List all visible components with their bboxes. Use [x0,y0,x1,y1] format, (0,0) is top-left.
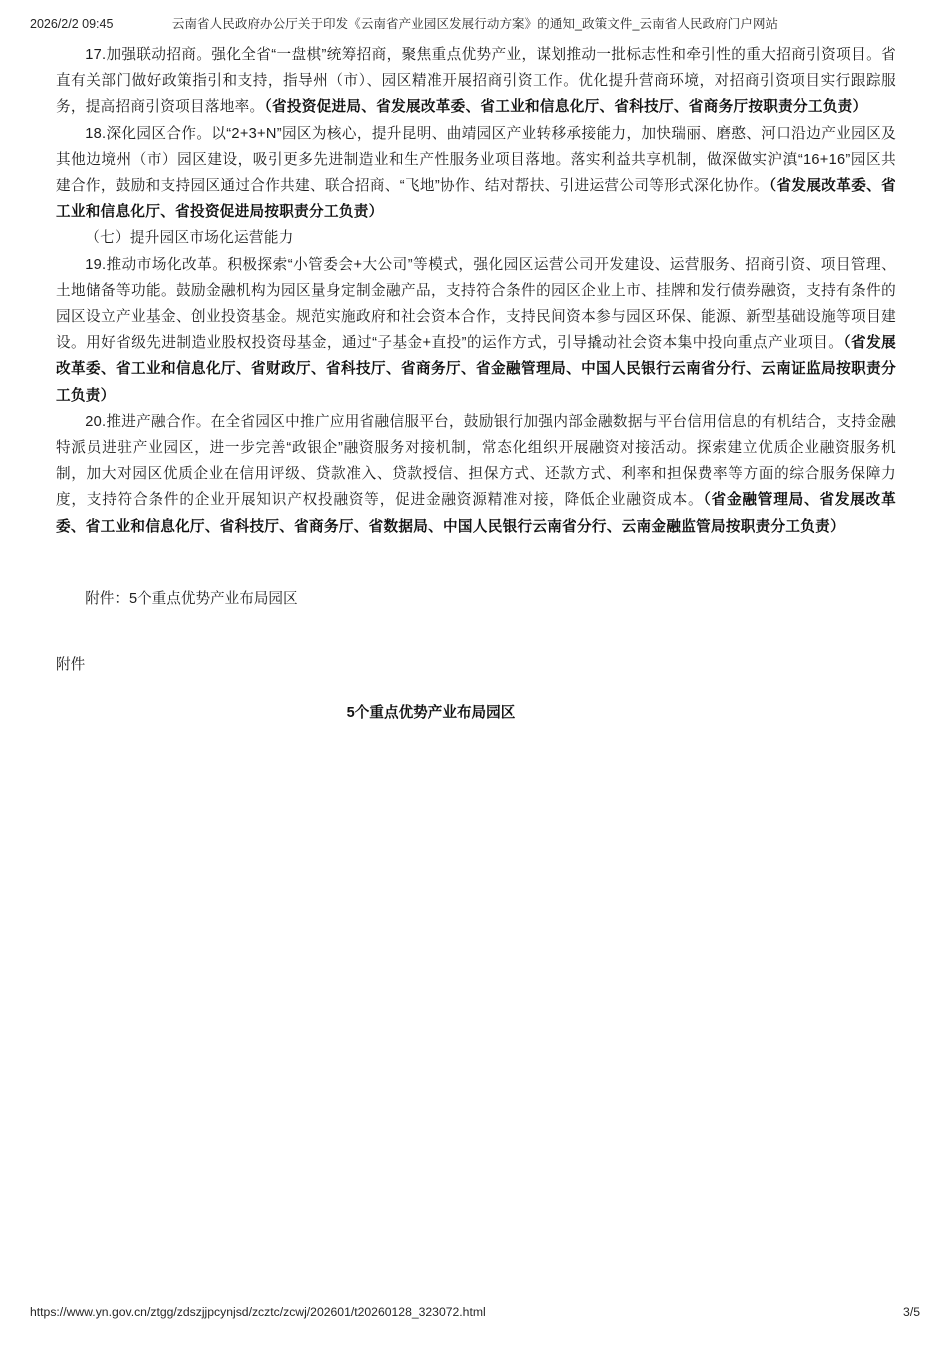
paragraph-18 [56,121,896,226]
paragraph-20-departments: （省金融管理局、省发展改革委、省工业和信息化厅、省科技厅、省商务厅、省数据局、中国人民银行云南省分行、云南金融监管局按职责分工负责） [56,492,896,535]
print-footer-url: https://www.yn.gov.cn/ztgg/zdszjjpcynjsd/zcztc/zcwj/202601/t20260128_323072.html [30,1305,486,1319]
paragraph-18-text: 18.深化园区合作。以“2+3+N”园区为核心，提升昆明、曲靖园区产业转移承接能力，加快瑞丽、磨憨、河口沿边产业园区及其他边境州（市）园区建设，吸引更多先进制造业和生产性服务业项目落地。落实利益共享机制，做深做实沪滇“16+16”园区共建合作，鼓励和支持园区通过合作共建、联合招商、“飞地”协作、结对帮扶、引进运营公司等形式深化协作。 [56,125,896,195]
spacer-before-attachment-reference [56,540,896,586]
attachment-reference: 附件：5个重点优势产业布局园区 [85,590,298,607]
paragraph-19-departments: （省发展改革委、省工业和信息化厅、省财政厅、省科技厅、省商务厅、省金融管理局、中国人民银行云南省分行、云南证监局按职责分工负责） [56,335,897,404]
paragraph-18-departments: （省发展改革委、省工业和信息化厅、省投资促进局按职责分工负责） [56,178,896,221]
paragraph-19-text: 19.推动市场化改革。积极探索“小管委会+大公司”等模式，强化园区运营公司开发建设、运营服务、招商引资、项目管理、土地储备等功能。鼓励金融机构为园区量身定制金融产品，支持符合条件的园区企业上市、挂牌和发行债券融资，支持有条件的园区设立产业基金、创业投资基金。规范实施政府和社会资本合作，支持民间资本参与园区环保、能源、新型基础设施等项目建设。用好省级先进制造业股权投资母基金，通过“子基金+直投”的运作方式，引导撬动社会资本集中投向重点产业项目。 [56,256,896,352]
print-header [0,14,950,34]
print-header-title: 云南省人民政府办公厅关于印发《云南省产业园区发展行动方案》的通知_政策文件_云南省人民政府门户网站 [171,17,779,31]
paragraph-19 [56,252,896,409]
paragraph-17-text: 17.加强联动招商。强化全省“一盘棋”统筹招商，聚焦重点优势产业，谋划推动一批标志性和牵引性的重大招商引资项目。省直有关部门做好政策指引和支持，指导州（市）、园区精准开展招商引资工作。优化提升营商环境，对招商引资项目实行跟踪服务，提高招商引资项目落地率。 [56,47,896,116]
print-footer [0,1303,950,1321]
print-header-date: 2026/2/2 09:45 [30,17,114,31]
attachment-title: 5个重点优势产业布局园区 [346,705,516,722]
attachment-label: 附件 [56,657,86,674]
document-body [56,42,896,726]
section-heading-seven: （七）提升园区市场化运营能力 [85,230,294,247]
paragraph-20-text: 20.推进产融合作。在全省园区中推广应用省融信服平台，鼓励银行加强内部金融数据与平台信用信息的有机结合，支持金融特派员进驻产业园区，进一步完善“政银企”融资服务对接机制，常态化组织开展融资对接活动。探索建立优质企业融资服务机制，加大对园区优质企业在信用评级、贷款准入、贷款授信、担保方式、还款方式、利率和担保费率等方面的综合服务保障力度，支持符合条件的企业开展知识产权投融资等，促进金融资源精准对接，降低企业融资成本。 [56,413,896,509]
paragraph-17 [56,42,896,121]
paragraph-17-departments: （省投资促进局、省发展改革委、省工业和信息化厅、省科技厅、省商务厅按职责分工负责） [264,99,868,116]
spacer-before-attachment-title [56,678,896,700]
print-footer-page-number: 3/5 [903,1305,920,1319]
paragraph-20 [56,409,896,540]
spacer-before-attachment-label [56,612,896,652]
